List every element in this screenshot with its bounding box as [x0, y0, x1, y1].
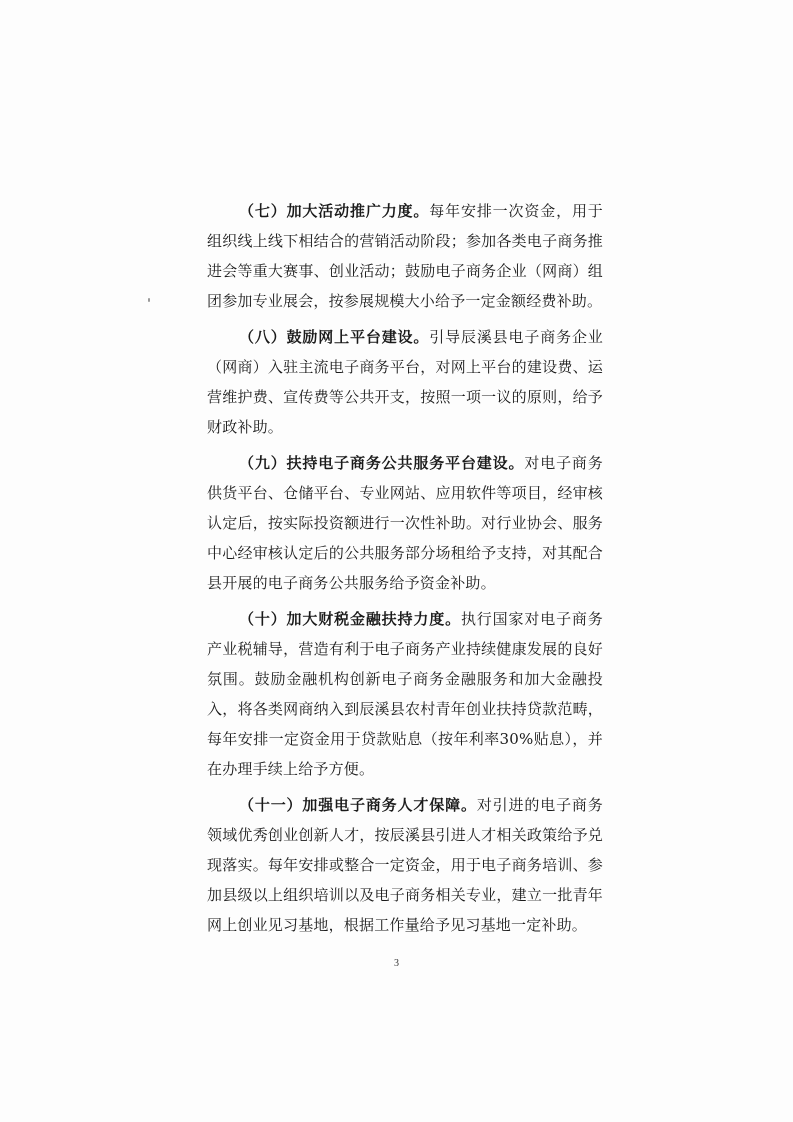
paragraph-9-heading: （九）扶持电子商务公共服务平台建设。: [239, 454, 525, 472]
page-number: 3: [394, 958, 399, 969]
scan-speck: [148, 298, 150, 302]
paragraph-8-body: 引导辰溪县电子商务企业（网商）入驻主流电子商务平台，对网上平台的建设费、运营维护费、宣传费等公共开支，按照一项一议的原则，给予财政补助。: [207, 328, 604, 436]
paragraph-9-body: 对电子商务供货平台、仓储平台、专业网站、应用软件等项目，经审核认定后，按实际投资额进行一次性补助。对行业协会、服务中心经审核认定后的公共服务部分场租给予支持，对其配合县开展的电子商务公共服务给予资金补助。: [207, 454, 603, 592]
paragraph-11: [207, 790, 603, 940]
paragraph-7-body: 每年安排一次资金，用于组织线上线下相结合的营销活动阶段；参加各类电子商务推进会等重大赛事、创业活动；鼓励电子商务企业（网商）组团参加专业展会，按参展规模大小给予一定金额经费补助。: [207, 202, 604, 310]
paragraph-10: [207, 604, 603, 784]
paragraph-9: [207, 448, 603, 598]
paragraph-11-body: 对引进的电子商务领域优秀创业创新人才，按辰溪县引进人才相关政策给予兑现落实。每年安排或整合一定资金，用于电子商务培训、参加县级以上组织培训以及电子商务相关专业，建立一批青年网上创业见习基地，根据工作量给予见习基地一定补助。: [207, 796, 603, 934]
paragraph-7: [207, 196, 603, 316]
document-body: [207, 196, 603, 940]
paragraph-7-heading: （七）加大活动推广力度。: [239, 202, 430, 220]
paragraph-8-heading: （八）鼓励网上平台建设。: [239, 328, 430, 346]
paragraph-10-heading: （十）加大财税金融扶持力度。: [239, 610, 461, 628]
paragraph-10-body: 执行国家对电子商务产业税辅导，营造有利于电子商务产业持续健康发展的良好氛围。鼓励金融机构创新电子商务金融服务和加大金融投入，将各类网商纳入到辰溪县农村青年创业扶持贷款范畴，每年安排一定资金用于贷款贴息（按年利率30%贴息），并在办理手续上给予方便。: [207, 610, 603, 778]
paragraph-8: [207, 322, 603, 442]
paragraph-11-heading: （十一）加强电子商务人才保障。: [239, 796, 477, 814]
